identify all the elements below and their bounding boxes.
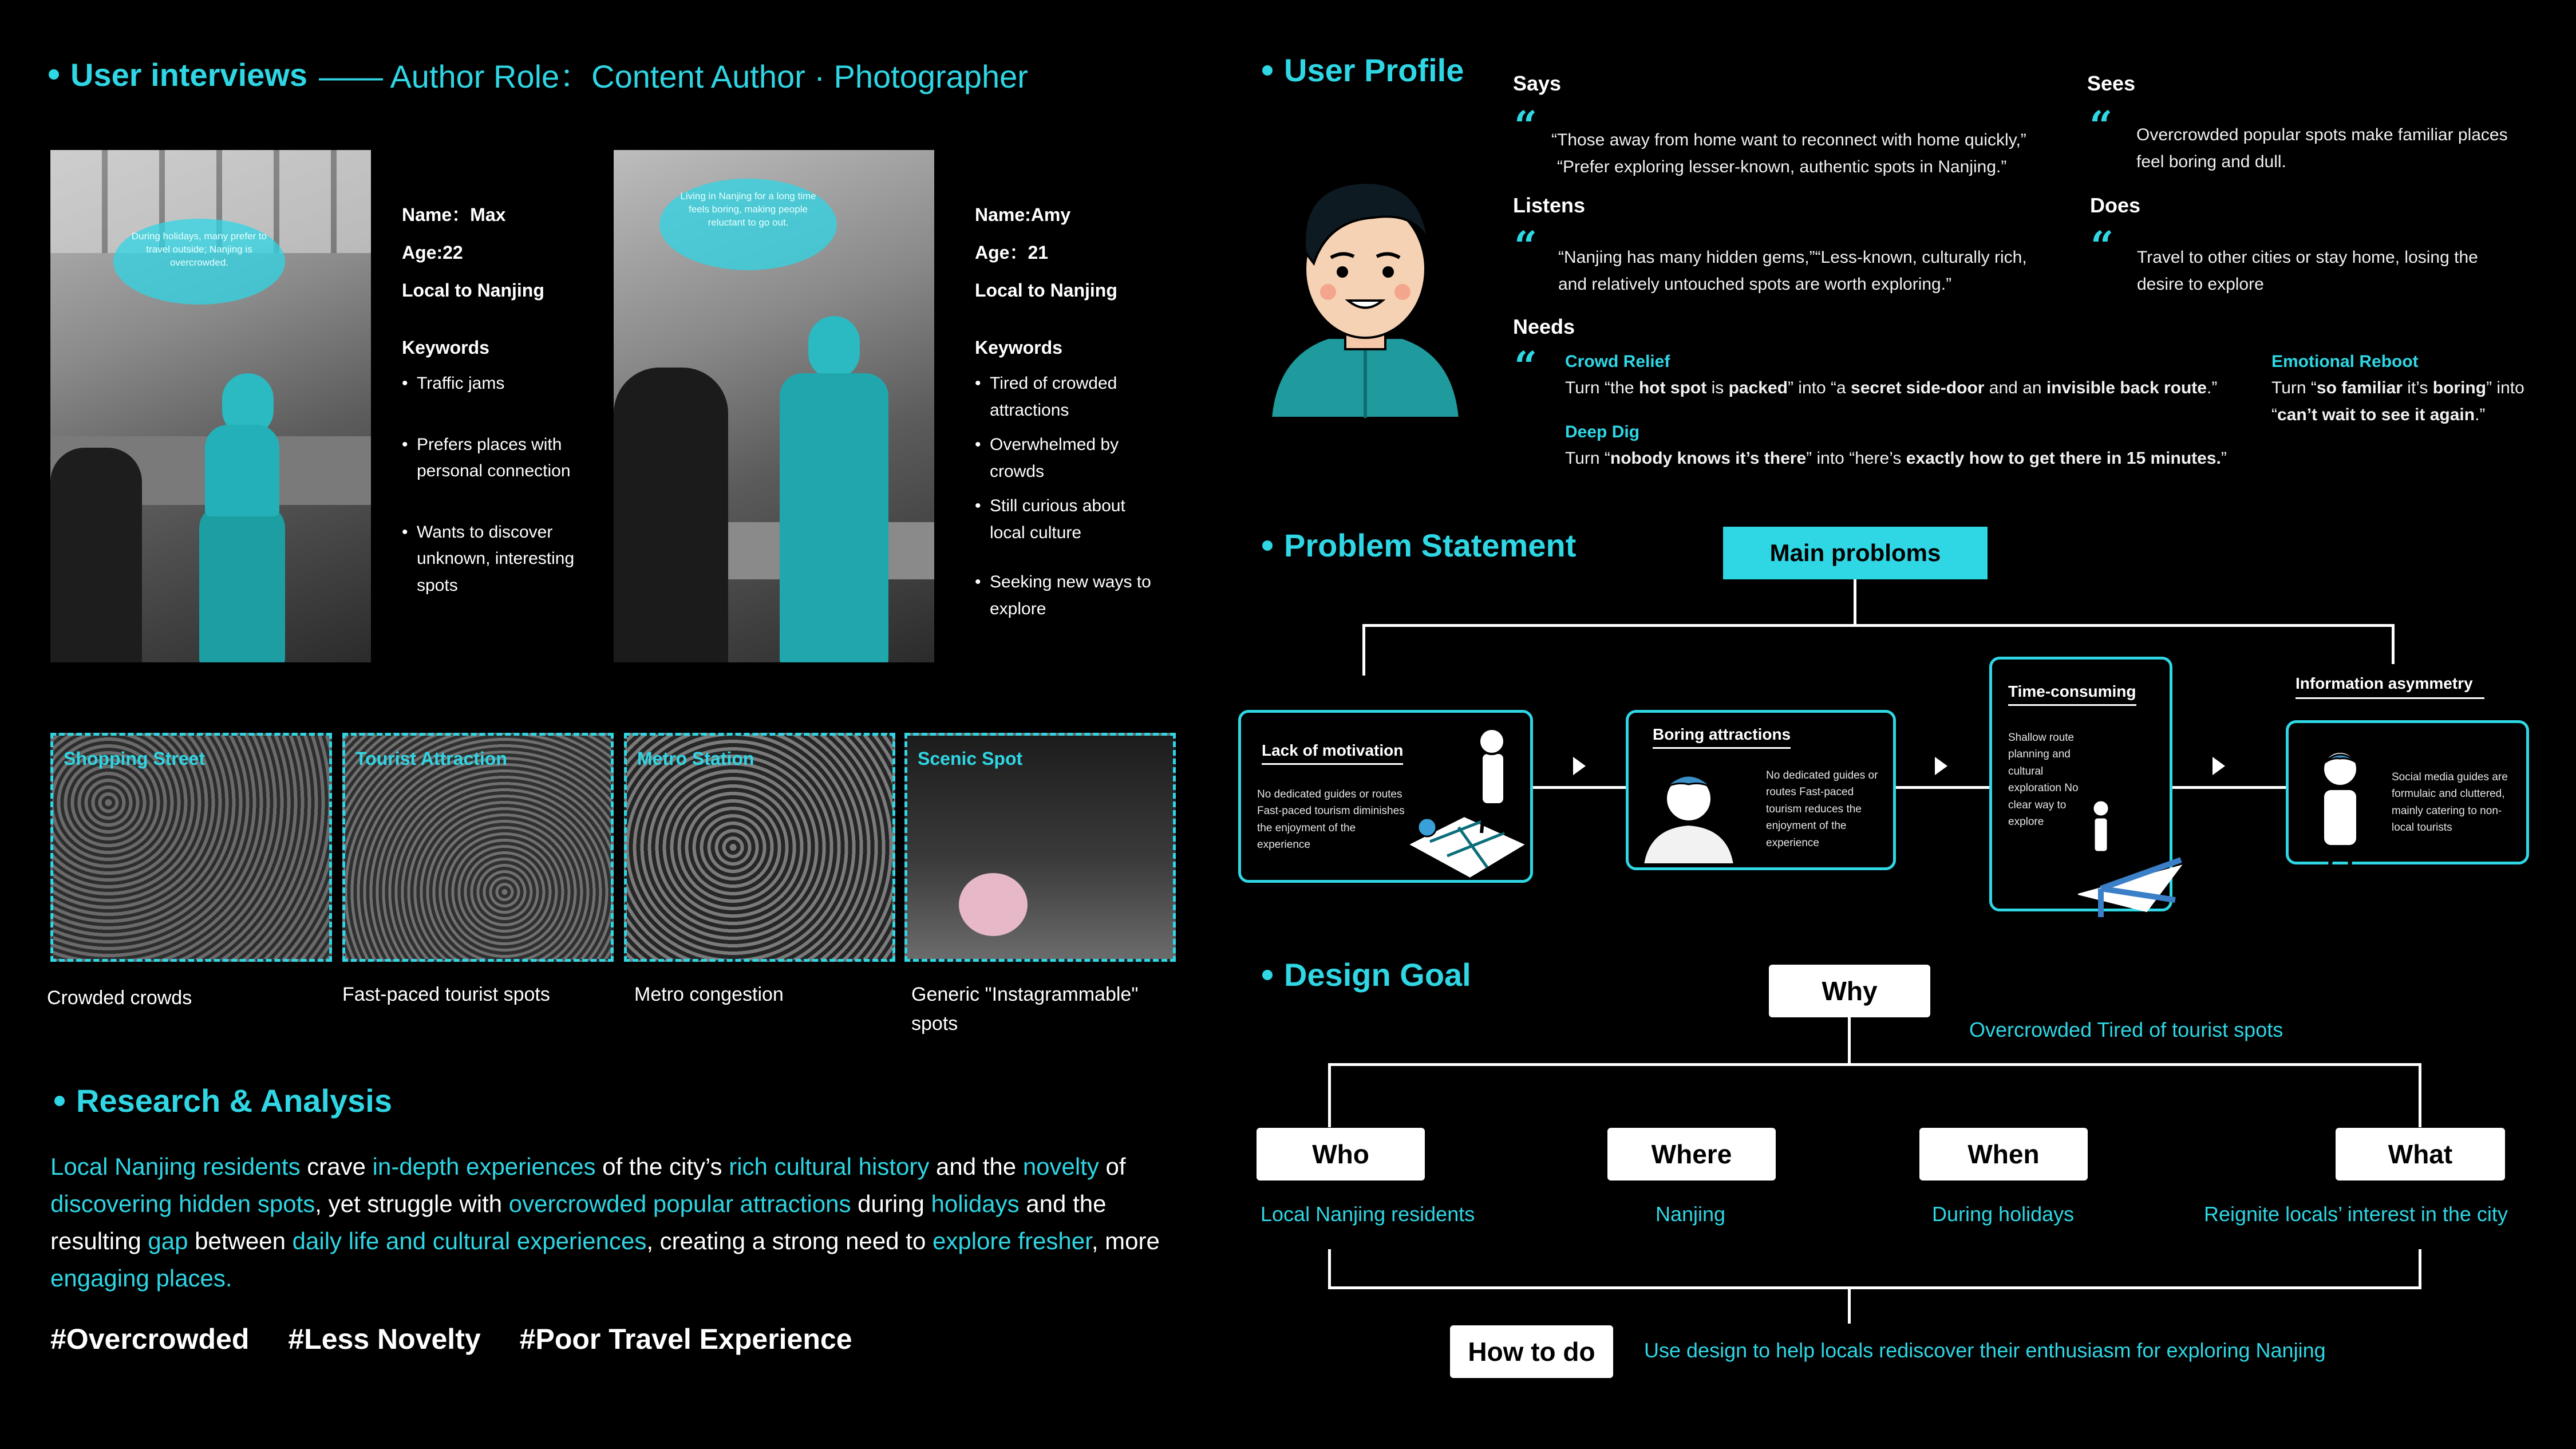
connector-line [1896, 786, 1990, 789]
connector-line [1362, 624, 1365, 676]
scene-label: Metro Station [637, 748, 754, 769]
text: of [1099, 1153, 1126, 1180]
emphasis: nobody knows it’s there [1610, 449, 1807, 468]
emphasis: exactly how to get there in 15 minutes. [1906, 449, 2221, 468]
scene-caption: Fast-paced tourist spots [342, 984, 550, 1005]
text: , yet struggle with [315, 1190, 509, 1218]
research-title: Research & Analysis [76, 1083, 392, 1119]
text: , more [1091, 1227, 1160, 1255]
quote-icon: “ [1514, 102, 1538, 149]
profile-amy [975, 203, 1164, 630]
highlight: novelty [1022, 1153, 1099, 1180]
bullet-dot [49, 69, 59, 80]
connector-line [2419, 1249, 2421, 1288]
does-line: Travel to other cities or stay home, losing the [2137, 248, 2478, 267]
text: .” [2206, 378, 2218, 397]
problem-card-motivation [1238, 710, 1533, 883]
research-heading [54, 1082, 392, 1119]
map-person-icon [1396, 718, 1533, 885]
scene-caption: Crowded crowds [47, 987, 192, 1009]
quote-icon: “ [1514, 222, 1538, 270]
keyword-item: • Still curious about local culture [975, 493, 1164, 546]
when-box: When [1919, 1128, 2088, 1180]
text: “ [2271, 405, 2277, 424]
interviews-subtitle: —— Author Role：Content Author · Photographer [318, 58, 1028, 94]
age-amy: Age：21 [975, 242, 1049, 263]
when-text: During holidays [1932, 1202, 2075, 1226]
arrow-right-icon [2212, 757, 2225, 775]
name-max: Name：Max [402, 204, 506, 225]
problem-card-boring [1626, 710, 1896, 870]
sees-heading: Sees [2087, 72, 2136, 95]
keyword-item: • Overwhelmed by crowds [975, 432, 1164, 485]
bored-person-icon [1631, 764, 1746, 867]
scene-shopping-street [50, 733, 332, 962]
connector-line [1328, 1063, 1331, 1127]
keywords-title-amy: Keywords [975, 337, 1062, 358]
problem-title: Problem Statement [1284, 527, 1577, 563]
emphasis: boring [2432, 378, 2487, 397]
need-title: Deep Dig [1565, 423, 1640, 441]
sees-text [2136, 122, 2508, 175]
scene-caption: Metro congestion [634, 984, 784, 1005]
card-desc: No dedicated guides or routes Fast-paced tourism diminishes the enjoyment of the experience [1257, 788, 1405, 851]
text: Turn “the [1565, 378, 1639, 397]
scene-label: Tourist Attraction [355, 748, 507, 769]
interview-photo-max [50, 150, 371, 662]
emphasis: secret side-door [1851, 378, 1985, 397]
need-emotional-reboot [2271, 352, 2524, 428]
highlight: gap [148, 1227, 188, 1255]
who-text: Local Nanjing residents [1261, 1202, 1475, 1226]
emphasis: can’t wait to see it again [2277, 405, 2475, 424]
text: ” into “a [1787, 378, 1851, 397]
age-max: Age:22 [402, 242, 463, 263]
bullet-dot [54, 1096, 65, 1106]
text: between [188, 1227, 293, 1255]
sees-line: Overcrowded popular spots make familiar places [2136, 125, 2508, 144]
quote-icon: “ [2089, 102, 2113, 149]
emphasis: invisible back route [2046, 378, 2207, 397]
connector-line [2419, 1063, 2421, 1127]
arrow-right-icon [1573, 757, 1586, 775]
text: it’s [2402, 378, 2433, 397]
card-title: Information asymmetry [2296, 674, 2484, 699]
quote-icon: “ [1514, 342, 1538, 390]
speech-bubble: Living in Nanjing for a long time feels boring, making people reluctant to go out. [659, 179, 837, 270]
text: Turn “ [2271, 378, 2317, 397]
keyword-item: • Traffic jams [402, 370, 585, 397]
text: during [851, 1190, 931, 1218]
connector-line [1362, 624, 2394, 627]
highlight: holidays [931, 1190, 1020, 1218]
bullet-dot [1262, 540, 1273, 551]
listens-text [1558, 244, 2027, 298]
keyword-item: • Tired of crowded attractions [975, 370, 1164, 424]
local-amy: Local to Nanjing [975, 280, 1117, 301]
profile-max [402, 203, 585, 607]
who-box: Who [1257, 1128, 1425, 1180]
confused-person-icon [2300, 746, 2386, 895]
keyword-item: • Wants to discover unknown, interesting spots [402, 519, 585, 599]
scene-label: Shopping Street [64, 748, 206, 769]
highlight: daily life and cultural experiences [292, 1227, 647, 1255]
where-box: Where [1607, 1128, 1776, 1180]
connector-line [1848, 1017, 1851, 1064]
name-amy: Name:Amy [975, 204, 1071, 225]
hashtag-row [50, 1322, 852, 1356]
scene-tourist-attraction [342, 733, 614, 962]
how-box: How to do [1450, 1325, 1613, 1378]
says-heading: Says [1513, 72, 1562, 95]
mascot-icon [959, 873, 1028, 936]
goal-heading [1262, 956, 1471, 993]
says-text [1551, 127, 2026, 180]
keywords-title-max: Keywords [402, 337, 489, 358]
keyword-item: • Seeking new ways to explore [975, 569, 1164, 622]
says-line: “Prefer exploring lesser-known, authentic spots in Nanjing.” [1557, 157, 2007, 176]
scene-scenic-spot [904, 733, 1176, 962]
highlight: in-depth experiences [372, 1153, 596, 1180]
text: is [1706, 378, 1729, 397]
text: and an [1984, 378, 2046, 397]
card-title: Time-consuming [2008, 682, 2136, 706]
connector-line [1328, 1063, 2421, 1066]
card-desc: Shallow route planning and cultural exploration No clear way to explore [2008, 732, 2079, 828]
does-line: desire to explore [2137, 274, 2264, 294]
interview-photo-amy [614, 150, 934, 662]
listens-line: “Nanjing has many hidden gems,”“Less-known, culturally rich, [1558, 248, 2027, 267]
card-title: Lack of motivation [1262, 741, 1403, 765]
goal-title: Design Goal [1284, 957, 1471, 993]
text: .” [2475, 405, 2486, 424]
connector-line [1854, 579, 1856, 625]
why-text: Overcrowded Tired of tourist spots [1969, 1018, 2283, 1041]
what-box: What [2336, 1128, 2505, 1180]
interviews-title: User interviews [70, 56, 307, 93]
highlight: explore fresher [932, 1227, 1092, 1255]
does-heading: Does [2090, 194, 2141, 217]
scene-caption: Generic "Instagrammable" spots [911, 984, 1139, 1035]
bullet-dot [1262, 65, 1273, 76]
problem-heading [1262, 527, 1576, 564]
connector-line [2172, 786, 2287, 789]
speech-bubble: During holidays, many prefer to travel outside; Nanjing is overcrowded. [113, 219, 285, 305]
text: Turn “ [1565, 449, 1610, 468]
text: , creating a strong need to [646, 1227, 933, 1255]
local-max: Local to Nanjing [402, 280, 544, 301]
problem-card-info [2286, 720, 2529, 864]
hashtag: #Overcrowded [50, 1323, 250, 1355]
text: ” into [2486, 378, 2524, 397]
highlight: overcrowded popular attractions [508, 1190, 851, 1218]
profile-title: User Profile [1284, 52, 1464, 88]
listens-heading: Listens [1513, 194, 1586, 217]
highlight: discovering hidden spots [50, 1190, 315, 1218]
connector-line [1848, 1286, 1851, 1324]
listens-line: and relatively untouched spots are worth exploring.” [1558, 274, 1952, 294]
main-problems-box: Main probloms [1723, 527, 1988, 579]
what-text: Reignite locals’ interest in the city [2204, 1202, 2508, 1226]
emphasis: packed [1728, 378, 1788, 397]
sees-line: feel boring and dull. [2136, 152, 2286, 171]
hashtag: #Poor Travel Experience [519, 1323, 852, 1355]
does-text [2137, 244, 2478, 298]
need-title: Emotional Reboot [2271, 352, 2419, 371]
highlight: engaging places. [50, 1265, 232, 1292]
text: ” [2221, 449, 2227, 468]
highlight: Local Nanjing residents [50, 1153, 301, 1180]
card-desc: Social media guides are formulaic and cluttered, mainly catering to non-local tourists [2392, 771, 2508, 834]
problem-card-time [1989, 657, 2172, 911]
arrow-right-icon [1935, 757, 1947, 775]
text: crave [300, 1153, 373, 1180]
bullet-dot [1262, 970, 1273, 980]
needs-heading: Needs [1513, 315, 1575, 338]
scene-metro-station [624, 733, 895, 962]
keyword-item: • Prefers places with personal connection [402, 432, 585, 485]
need-deep-dig [1565, 423, 2227, 472]
connector-line [1328, 1249, 1331, 1288]
how-text: Use design to help locals rediscover their enthusiasm for exploring Nanjing [1644, 1339, 2326, 1362]
emphasis: hot spot [1638, 378, 1707, 397]
need-crowd-relief [1565, 352, 2217, 402]
text: of the city’s [595, 1153, 729, 1180]
emphasis: so familiar [2316, 378, 2403, 397]
need-title: Crowd Relief [1565, 352, 1670, 371]
why-box: Why [1769, 965, 1930, 1017]
research-paragraph [50, 1148, 1190, 1297]
text: ” into “here’s [1806, 449, 1906, 468]
avatar-illustration [1259, 166, 1471, 429]
card-title: Boring attractions [1653, 725, 1791, 749]
where-text: Nanjing [1656, 1202, 1726, 1226]
card-desc: No dedicated guides or routes Fast-paced tourism reduces the enjoyment of the experience [1766, 769, 1878, 849]
text: and the resulting [50, 1190, 1107, 1255]
scene-label: Scenic Spot [918, 748, 1023, 769]
highlight: rich cultural history [729, 1153, 930, 1180]
text: and the [929, 1153, 1023, 1180]
hashtag: #Less Novelty [288, 1323, 481, 1355]
connector-line [1328, 1286, 2421, 1289]
interviews-heading [49, 52, 1028, 97]
profile-heading [1262, 52, 1464, 89]
crossroads-person-icon [2078, 785, 2187, 917]
quote-icon: “ [2091, 222, 2114, 270]
connector-line [2392, 624, 2395, 664]
says-line: “Those away from home want to reconnect with home quickly,” [1551, 131, 2026, 149]
connector-line [1533, 786, 1626, 789]
